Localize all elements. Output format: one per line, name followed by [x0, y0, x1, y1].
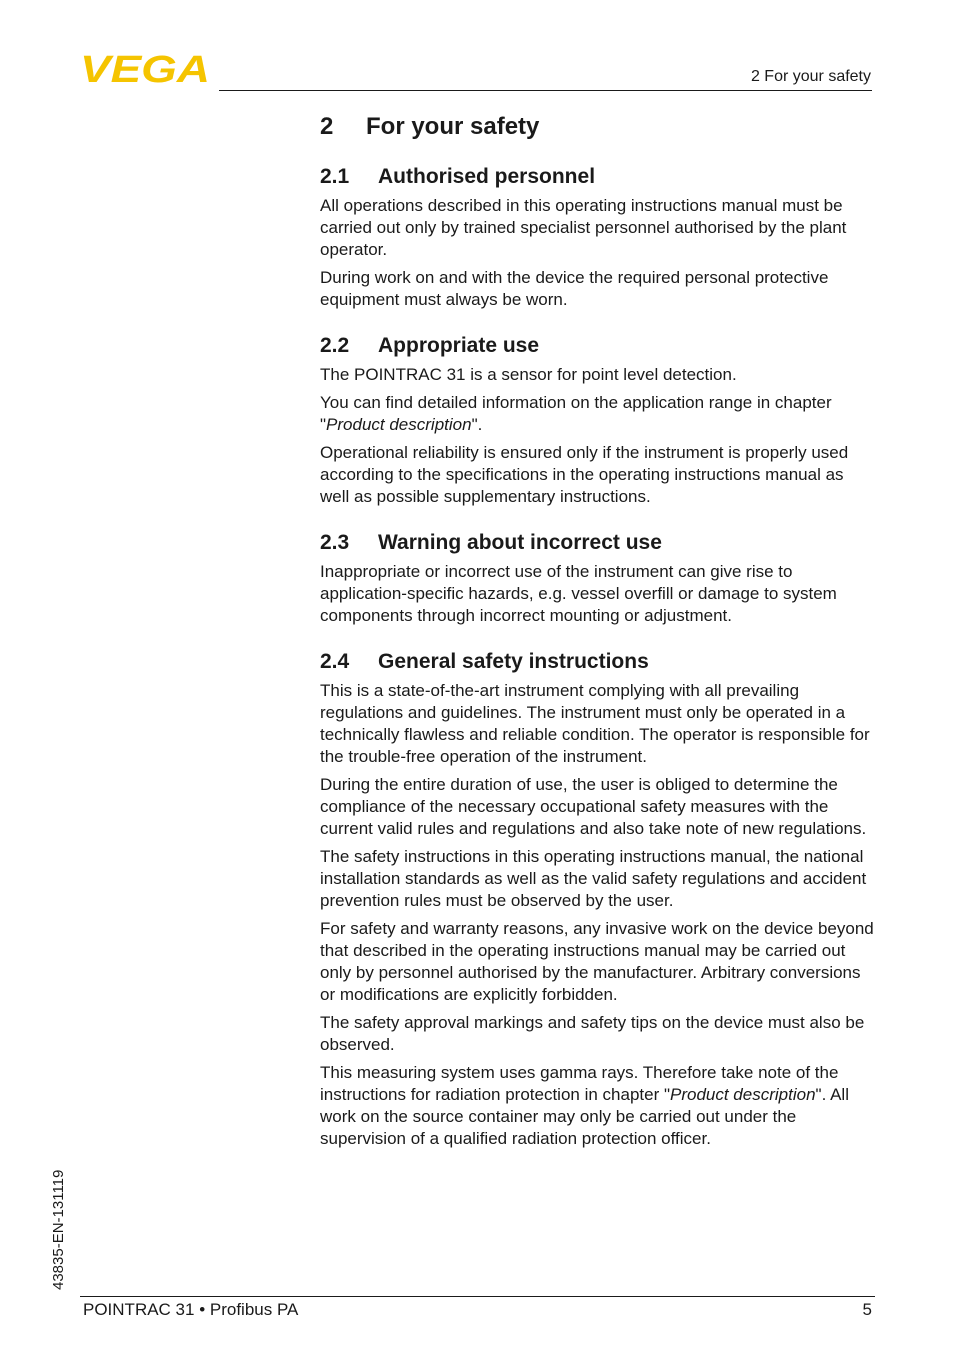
body-paragraph: Operational reliability is ensured only if the instrument is properly used according to the specifications in the operating instructions manual as well as possible supplementary instructions. — [320, 443, 849, 506]
paragraph-text: This measuring system uses gamma rays. Therefore take note of the instructions for radiation protection in chapter " — [320, 1063, 839, 1104]
vega-logo — [80, 52, 212, 84]
body-paragraph — [320, 1062, 876, 1150]
body-paragraph: The safety instructions in this operating instructions manual, the national installation standards as well as the valid safety regulations and accident prevention rules must be observed by the user. — [320, 847, 867, 910]
section-number: 2.4 — [320, 650, 350, 673]
document-code: 43835-EN-131119 — [50, 1169, 67, 1290]
chapter-title: For your safety — [366, 113, 540, 140]
logo-wordmark: VEGA — [80, 52, 210, 84]
body-paragraph: Inappropriate or incorrect use of the instrument can give rise to application-specific hazards, e.g. vessel overfill or damage to system components through incorrect mounting or adjustment. — [320, 562, 837, 625]
chapter-heading-block — [320, 112, 876, 142]
header-divider — [219, 90, 872, 91]
footer-divider — [80, 1296, 875, 1297]
section — [320, 649, 876, 1150]
body-paragraph: For safety and warranty reasons, any invasive work on the device beyond that described in the operating instructions manual may be carried out only by personnel authorised by the manufacturer. Arbitrary conversions or modifications are explicitly forbidden. — [320, 919, 874, 1004]
section-heading — [320, 649, 876, 675]
section-heading — [320, 333, 876, 359]
chapter-heading — [320, 112, 876, 142]
section-title: Warning about incorrect use — [378, 531, 662, 554]
sections-container — [320, 164, 876, 1150]
section-title: Appropriate use — [378, 334, 540, 357]
section-title: General safety instructions — [378, 650, 649, 673]
running-head: 2 For your safety — [750, 68, 871, 85]
section-number: 2.3 — [320, 531, 350, 554]
section-number: 2.1 — [320, 165, 350, 188]
body-paragraph: All operations described in this operating instructions manual must be carried out only by trained specialist personnel authorised by the plant operator. — [320, 196, 847, 259]
body-paragraph — [320, 392, 876, 436]
section — [320, 164, 876, 311]
chapter-number: 2 — [320, 113, 334, 140]
section-title: Authorised personnel — [378, 165, 596, 188]
paragraph-text: ". All work on the source container may only be carried out under the supervision of a qualified radiation protection officer. — [320, 1085, 849, 1148]
section — [320, 333, 876, 508]
paragraph-text: ". — [471, 415, 483, 434]
section-heading — [320, 530, 876, 556]
body-paragraph: During the entire duration of use, the user is obliged to determine the compliance of the necessary occupational safety measures with the current valid rules and regulations and also take note of new regulations. — [320, 775, 867, 838]
body-paragraph: This is a state-of-the-art instrument complying with all prevailing regulations and guidelines. The instrument must only be operated in a technically flawless and reliable condition. The operator is responsible for the trouble-free operation of the instrument. — [320, 681, 870, 766]
footer-product: POINTRAC 31 • Profibus PA — [83, 1300, 299, 1319]
paragraph-text: You can find detailed information on the application range in chapter " — [320, 393, 832, 434]
body-paragraph: The POINTRAC 31 is a sensor for point level detection. — [320, 365, 737, 384]
body-paragraph: During work on and with the device the required personal protective equipment must always be worn. — [320, 268, 829, 309]
page-content — [320, 112, 876, 1172]
page-number: 5 — [862, 1300, 872, 1319]
section — [320, 530, 876, 627]
body-paragraph: The safety approval markings and safety tips on the device must also be observed. — [320, 1013, 865, 1054]
chapter-reference: Product description — [326, 415, 472, 434]
section-number: 2.2 — [320, 334, 350, 357]
chapter-reference: Product description — [670, 1085, 816, 1104]
section-heading — [320, 164, 876, 190]
